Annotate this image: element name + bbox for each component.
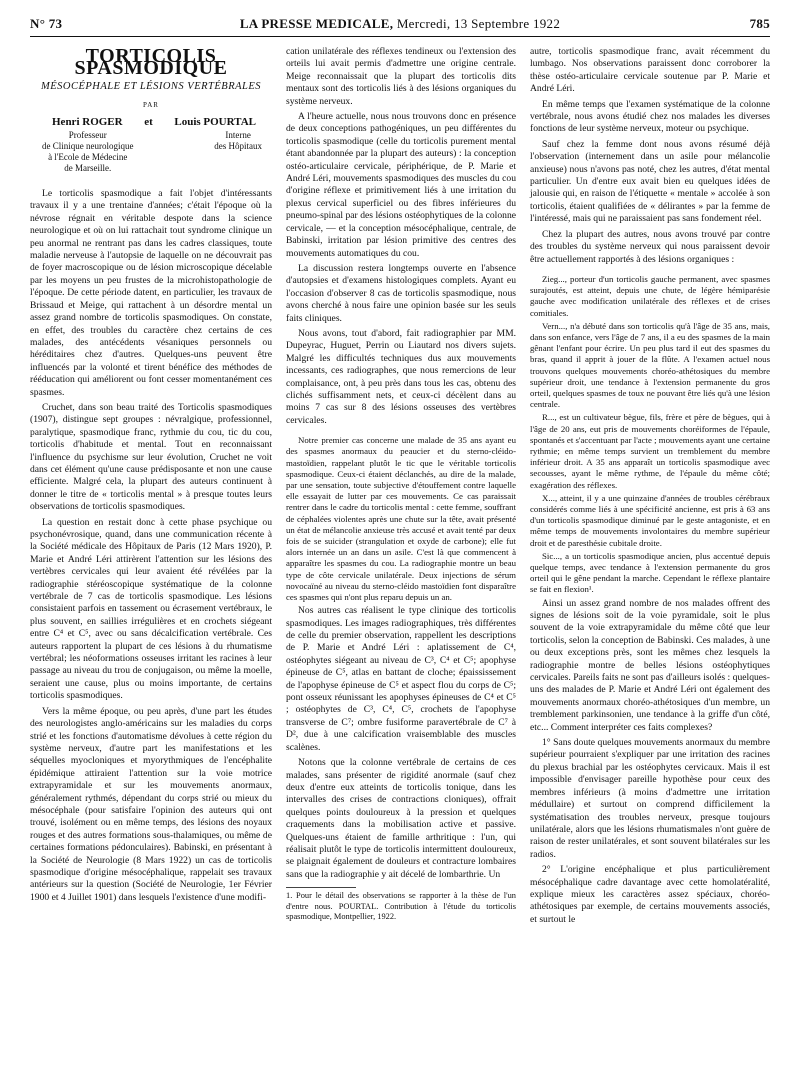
affiliation-line: de Marseille. [64,163,112,174]
paragraph: Le torticolis spasmodique a fait l'objet d'intéressants travaux il y a une trentaine d'années; c'était l'époque où la névrose régnait en véritable despote dans la science neurologique et où on lui rattachait tout syndrome clinique un peu anormal ne rentrant pas dans les cadres classiques, toute maladie nerveuse à l'autopsie de laquelle on ne découvrait pas de foyer macroscopique ou de lésion microscopique décelable par les moyens un peu frustes de la microhistopathologie de l'époque. De cette période datent, en particulier, les travaux de Brissaud et Meige, qui rattachent à un désordre mental un assez grand nombre de torticolis spasmodiques. On constate, en effet, des troubles du caractère chez certains de ces malades, des antécédents vésaniques personnels ou héréditaires chez d'autres. Quelques-uns peuvent être influencés par la volonté et tirent bénéfice des méthodes de rééducation qui améliorent ou font cesser momentanément ces spasmes. [30,188,272,398]
article-title: TORTICOLIS SPASMODIQUE [74,45,228,80]
issue-date: Mercredi, 13 Septembre 1922 [396,16,561,31]
paragraph: Cruchet, dans son beau traité des Torticolis spasmodiques (1907), distingue sept groupes : névralgique, professionnel, paralytique, spasmodique franc, rythmie du cou, tic du cou, torticolis d'habitude et mental. Tout en reconnaissant l'influence du psychisme sur leur évolution, Cruchet ne voit dans cet élément qu'une cause prédisposante et non une cause efficiente. Malgré cela, la plupart des auteurs continuent à donner le titre de « torticolis mental » à presque toutes leurs observations de torticolis spasmodiques. [30,401,272,513]
paragraph: Sauf chez la femme dont nous avons résumé déjà l'observation (internement dans un asile pour mélancolie anxieuse) nous n'avons pas noté, chez les autres, d'état mental particulier. Un d'entre eux avait bien eu quelques idées de jalousie qui, en raison de l'étiquette « mentale » accolée à son torticolis, étaient qualifiées de « délirantes » par la femme de l'intéressé, mais qui ne paraissaient pas sans fondement réel. [530,138,770,225]
paragraph: Notons que la colonne vertébrale de certains de ces malades, sans présenter de rigidité anormale (sauf chez deux d'entre eux atteints de torticolis tonique, dans les intervalles des crises de contractions cloniques), offrait quelques points douloureux à la pression et quelques craquements dans la mobilisation active et passive. Quelques-uns étaient de famille arthritique : l'un, qui réalisait plutôt le type de torticolis intermittent douloureux, se plaignait également de douleurs et contracture lombaires sans que la radiographie y ait décelé de lombarthrie. Un [286,757,516,880]
footnote-divider [286,887,356,888]
paragraph: cation unilatérale des réflexes tendineux ou l'extension des orteils lui avait permis d'admettre une origine centrale. Meige reconnaissait que la plupart des torticolis dits mentaux sont des torticolis liés à des lésions organiques du système nerveux. [286,46,516,107]
article-subtitle: MÉSOCÉPHALE ET LÉSIONS VERTÉBRALES [40,80,262,92]
column-2 [286,46,516,923]
affiliation-2 [214,130,262,174]
paragraph: Chez la plupart des autres, nous avons trouvé par contre des troubles du système nerveux qui nous paraissent devoir être actuellement rapportés à des lésions organiques : [530,228,770,265]
paragraph: 1° Sans doute quelques mouvements anormaux du membre supérieur pourraient s'expliquer par une irritation des racines du plexus brachial par les ostéophytes cervicaux. Mais il est impossible d'envisager pareille hypothèse pour ceux des membres inférieurs (à moins d'admettre une irritation médullaire) et surtout on comprend difficilement la systématisation des troubles nerveux, presque toujours unilatérale, alors que les lésions rhumatismales n'ont guère de raison de rester unilatérales, et sont souvent bilatérales sur les radios. [530,737,770,860]
author-conjunction: et [144,115,153,128]
column-1 [30,46,272,907]
column-3 [530,46,770,929]
paragraph: La question en restait donc à cette phase psychique ou psychonévrosique, quand, dans une communication récente à la Société médicale des Hôpitaux de Paris (12 Mars 1920), P. Marie et André Léri attirèrent l'attention sur les lésions des vertèbres cervicales qui leur avaient été révélées par la radiographie stéréoscopique systématique de la colonne vertébrale de 7 cas de torticolis spasmodique. Les lésions consistaient parfois en tassement ou écrasement vertébraux, le plus souvent, en saillies irrégulières et en crochets siégeant entre C⁴ et C⁵, avec ou sans décalcification vertébrale. Ces auteurs rapportent la plupart de ces lésions à du rhumatisme vertébral; les néoformations osseuses irritant les racines à leur passage au niveau du trou de conjugaison, ou même la moelle, seraient une cause, plus ou moins importante, de certains torticolis spasmodiques. [30,516,272,702]
byline-par: PAR [143,101,159,110]
case-paragraph: R..., est un cultivateur bègue, fils, frère et père de bègues, qui à l'âge de 20 ans, eut pris de mouvements choréiformes de l'épaule, spontanés et s'accentuant par l'acte ; mouvements ayant une certaine rythmie; en même temps survient un tremblement du membre inférieur droit. A 35 ans apparaît un torticolis spasmodique avec secousses, ayant le même rythme, de l'épaule du même côté; exagération des réflexes. [530,412,770,490]
paragraph: Ainsi un assez grand nombre de nos malades offrent des signes de lésions soit de la voie pyramidale, soit le plus souvent de la voie extrapyramidale du même côté que leur torticolis, selon la conception de Babinski. Ces malades, à une ou deux exceptions près, sont les mêmes chez lesquels la radiographie montre de belles lésions ostéophytiques cervicales. Pareils faits ne sont pas d'ailleurs isolés : quelques-uns des malades de P. Marie et André Léri ont également des mouvements anormaux choréo-athétosiques d'un membre, un tremblement parkinsonien, une tendance à la griffe d'un côté, etc... Comment interpréter ces faits complexes? [530,597,770,733]
affiliation-line: Interne [225,130,251,141]
paragraph: autre, torticolis spasmodique franc, avait récemment du lumbago. Nos observations paraissent donc corroborer la thèse ostéo-articulaire cervicale soutenue par P. Marie et André Léri. [530,46,770,95]
paragraph: Nos autres cas réalisent le type clinique des torticolis spasmodiques. Les images radiographiques, très différentes de celle du premier observation, rappellent les descriptions de P. Marie et André Léri : aplatissement de C⁴, ostéophytes siégeant au niveau de C³, C⁴ et C⁵; apophyse épineuse de C⁵, atlas en battant de cloche; épaississement de l'apophyse épineuse de C⁵ et aspect flou du corps de C⁵; pont osseux réunissant les apophyses épineuses de C⁴ et C⁵ ; ostéophytes de C³, C⁴, C⁵, crochets de l'apophyse transverse de C⁷; ombre fusiforme paravertébrale de C⁷ à D², due à une calcification vraisemblable des muscles scalènes. [286,605,516,753]
paragraph: A l'heure actuelle, nous nous trouvons donc en présence de deux conceptions pathogéniques, un peu différentes du torticolis spasmodique (celle du torticolis purement mental étant abandonnée par la plupart des auteurs) : la conception ostéo-articulaire cervicale, périphérique, de P. Marie et André Léri, mouvements spasmodiques des muscles du cou d'origine réflexe et primitivement liés à une irritation du plexus cervical superficiel ou des fibres inférieures du pneumo-spinal par des lésions ostéophytiques de la colonne cervicale, — et la conception mésocéphalique, centrale, de Babinski, irritation par lésion primitive des centres des mouvements automatiques du cou. [286,111,516,259]
affiliation-1 [42,130,133,174]
page-number: 785 [749,16,770,31]
case-paragraph: Zieg..., porteur d'un torticolis gauche permanent, avec spasmes surajoutés, est atteint, depuis une chute, de légère hémiparésie gauche avec modification unilatérale des réflexes et de crises comitiales. [530,273,770,318]
case-paragraph: X..., atteint, il y a une quinzaine d'années de troubles cérébraux considérés comme liés à une spécificité ancienne, est pris à 63 ans d'un torticolis spasmodique diminué par le geste antagoniste, et en même temps de mouvements involontaires du membre supérieur droit et de paresthésie cubitale droite. [530,492,770,548]
issue-number: N° 73 [30,16,63,31]
author-1: Henri ROGER [52,115,123,128]
case-paragraph: Notre premier cas concerne une malade de 35 ans ayant eu des spasmes anormaux du peaucier et du sterno-cléido-mastoïdien, rappelant plutôt le tic que le véritable torticolis spasmodique. Ceux-ci étaient déclanchés, au dire de la malade, par une sensation, toute subjective d'étouffement contre laquelle elle essayait de lutter par ces mouvements. Ce cas paraissait rentrer dans le cadre du torticolis mental : cette femme, souffrant de céphalées violentes après une chute sur la tête, avait présenté un état de mélancolie anxieuse très accusé et avait tenté par deux fois de se suicider (strangulation et oxyde de carbone); elle fut alors internée un an dans un asile. C'est là que commencent à apparaître les spasmes du cou. La radiographie montre un beau type de côte cervicale unilatérale. Deux injections de sérum novocaïné au niveau du sterno-cléido mastoïdien font disparaître ces spasmes qui n'ont plus reparu depuis un an. [286,435,516,603]
paragraph: Vers la même époque, ou peu après, d'une part les études des neurologistes anglo-américains sur les maladies du corps strié et les fonctions d'automatisme dévolues à cette région du système nerveux, d'autre part les manifestations et les séquelles myocloniques et myorythmiques de l'encéphalite épidémique attiraient l'attention sur la voie motrice extrapyramidale et sur les mouvements anormaux, généralement rythmés, dépendant du corps strié ou mieux du mésocéphale (pour satisfaire l'opinion des auteurs qui ont trouvé, isolément ou en même temps, des lésions des noyaux rouges et des autres formations sous-thalamiques, ou même de certaines formations pédonculaires). Babinski, en présentant à la Société de Neurologie (8 Mars 1922) un cas de torticolis spasmodique d'origine mésocéphalique, rappelait ses travaux antérieurs sur la question (Société de Neurologie, 1er Février 1900 et 4 Juillet 1901) dans lesquels l'existence d'une modifi- [30,705,272,903]
running-head [30,14,770,37]
paragraph: 2° L'origine encéphalique et plus particulièrement mésocéphalique cadre davantage avec cette homolatéralité, explique mieux les caractères assez spéciaux, choréo-athétosiques par exemple, de certains mouvements associés, et surtout le [530,864,770,925]
affiliations [42,130,262,174]
paragraph: Nous avons, tout d'abord, fait radiographier par MM. Dupeyrac, Huguet, Perrin ou Liautard nos divers sujets. Malgré les difficultés techniques dus aux mouvements incessants, ces radiographes, que nous remercions de leur complaisance, ont, à peu près dans tous les cas, obtenu des clichés suffisamment nets, et ceux-ci décèlent dans au moins 7 cas sur 8 des lésions osseuses des vertèbres cervicales. [286,327,516,426]
paragraph: En même temps que l'examen systématique de la colonne vertébrale, nous avons étudié chez nos malades les diverses fonctions de leur système nerveux, moteur ou psychique. [530,98,770,135]
case-summary-block [286,435,516,603]
journal-title-line [30,16,770,32]
case-paragraph: Sic..., a un torticolis spasmodique ancien, plus accentué depuis quelque temps, avec tendance à l'extension permanente du gros orteil qui le gêne pendant la marche. Cependant le réflexe plantaire se fait en flexion¹. [530,550,770,595]
affiliation-line: à l'Ecole de Médecine [48,152,128,163]
affiliation-line: de Clinique neurologique [42,141,134,152]
authors [52,116,256,128]
case-paragraph: Vern..., n'a débuté dans son torticolis qu'à l'âge de 35 ans, mais, dans son enfance, vers l'âge de 7 ans, il a eu des spasmes de la main gênant l'enfant pour écrire. Un peu plus tard il eut des spasmes du bras, quand il apprit à jouer de la flûte. A l'examen actuel nous trouvons quelques mouvements choréo-athétosiques du membre supérieur droit, une tendance à l'extension permanente du gros orteil, quelques spasmes de toux ne pouvant être liés qu'à une lésion centrale. [530,320,770,410]
affiliation-line: Professeur [68,130,107,141]
journal-name: LA PRESSE MEDICALE, [239,16,394,31]
affiliation-line: des Hôpitaux [214,141,262,152]
paragraph: La discussion restera longtemps ouverte en l'absence d'autopsies et d'examens histologiques complets. Ayant eu l'occasion d'observer 8 cas de torticolis spasmodique, nous avons cherché à nous faire une opinion basée sur les seuls faits cliniques. [286,262,516,324]
footnote: 1. Pour le détail des observations se rapporter à la thèse de l'un d'entre nous. POURTAL. Contribution à l'étude du torticolis spasmodique, Montpellier, 1922. [286,891,516,922]
author-2: Louis POURTAL [174,115,256,128]
case-list-block [530,274,770,596]
